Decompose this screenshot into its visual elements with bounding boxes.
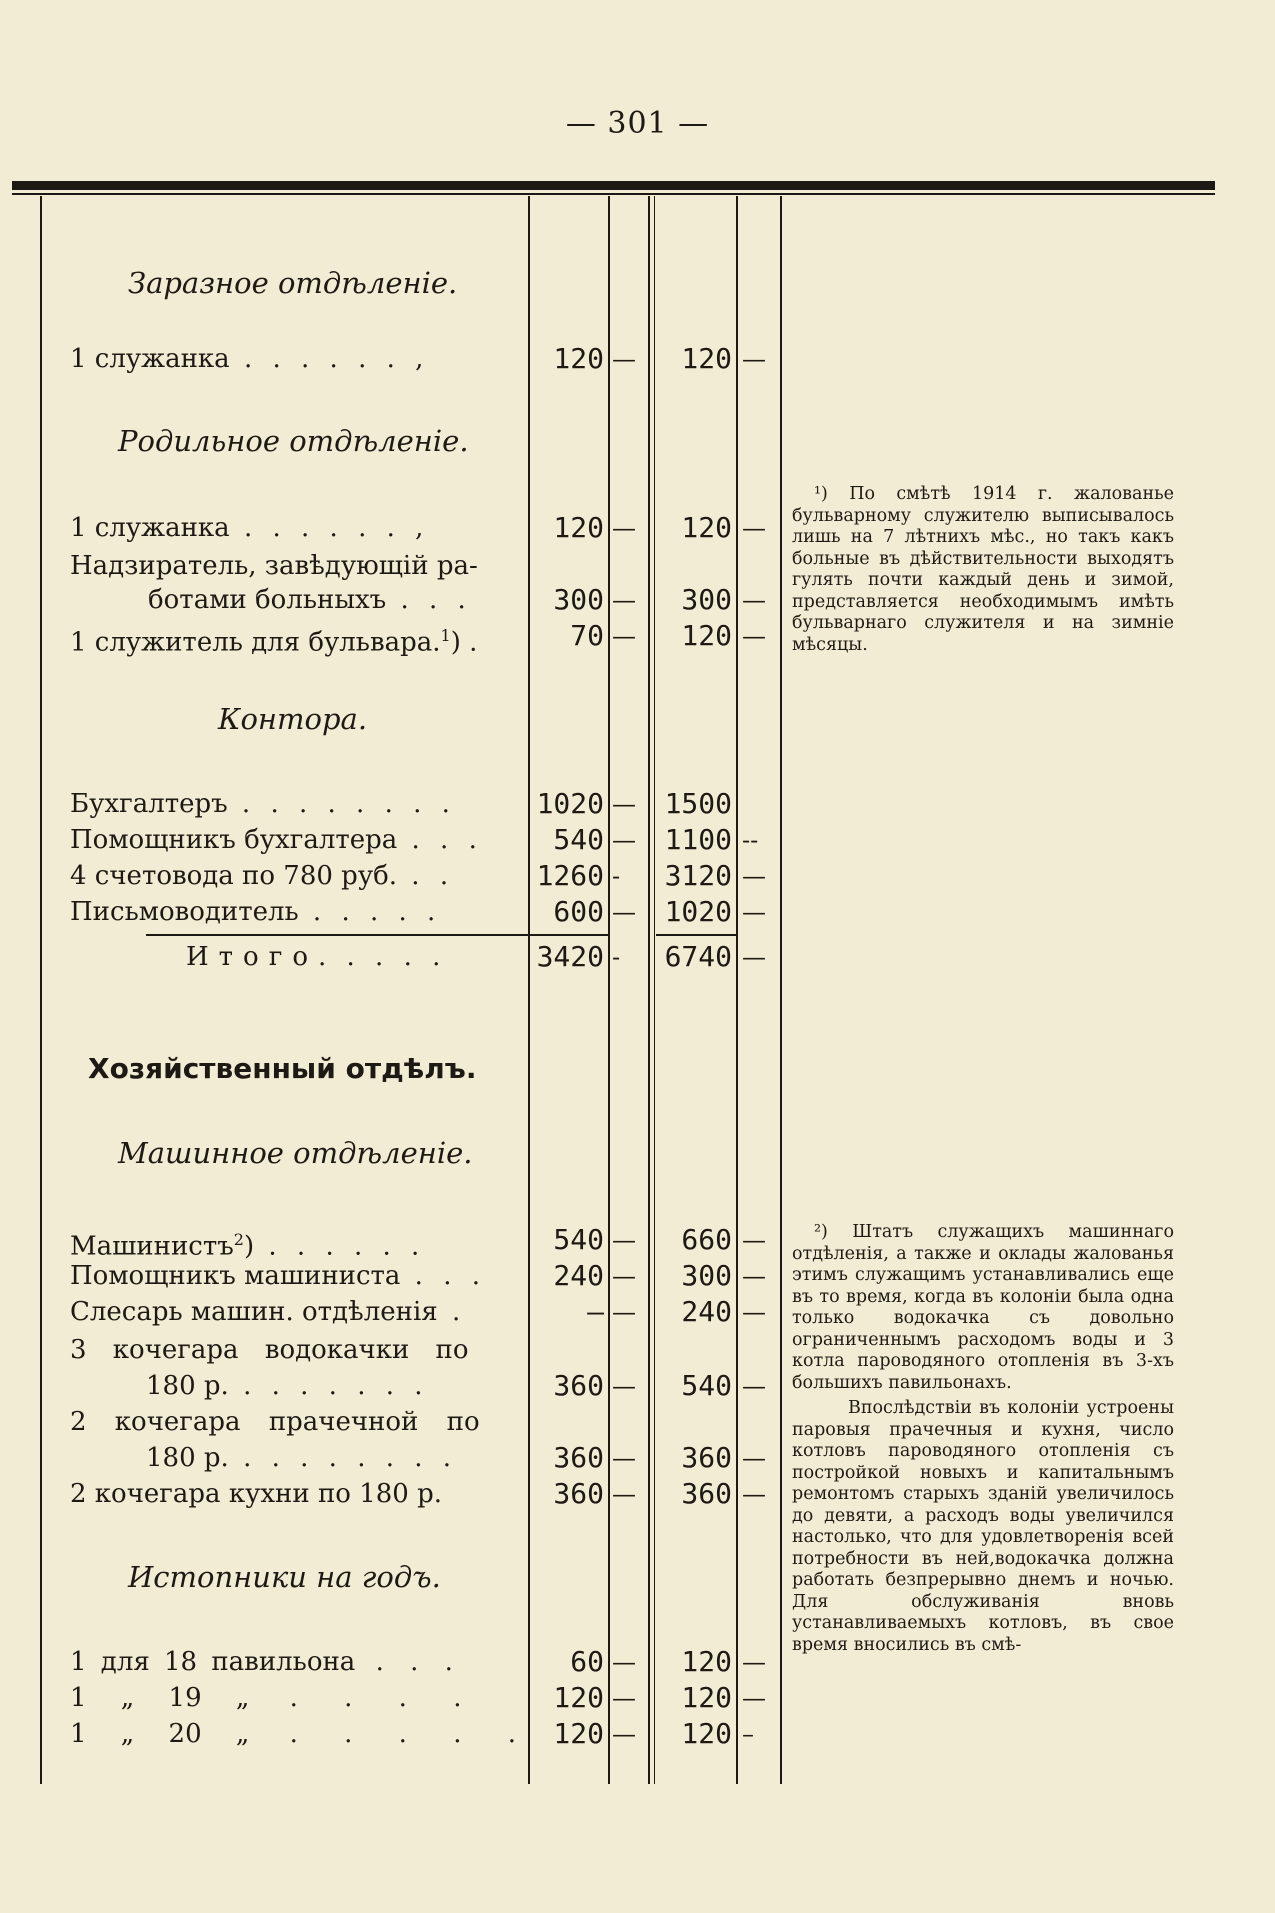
column-rule-1 bbox=[528, 196, 530, 1784]
section-zaraznoe: Заразное отдѣленіе. bbox=[128, 266, 458, 300]
header-thin-rule bbox=[12, 193, 1215, 195]
row-col1: 60 bbox=[570, 1645, 604, 1678]
column-rule-4 bbox=[654, 196, 655, 1784]
row-col1: 240 bbox=[553, 1259, 604, 1292]
row-col2: 120 bbox=[681, 342, 732, 375]
row-col2: 120 bbox=[681, 1681, 732, 1714]
row-col1: 300 bbox=[553, 583, 604, 616]
row-col1: 1020 bbox=[536, 787, 604, 820]
row-col2: 360 bbox=[681, 1477, 732, 1510]
column-rule-2 bbox=[608, 196, 610, 1784]
sum-rule-label bbox=[146, 934, 530, 936]
row-col2: 540 bbox=[681, 1369, 732, 1402]
row-col1: — bbox=[587, 1295, 604, 1328]
row-col1: 120 bbox=[553, 511, 604, 544]
row-col1: 120 bbox=[553, 1681, 604, 1714]
row-col2: 660 bbox=[681, 1223, 732, 1256]
row-label-cont: 180 р. bbox=[146, 1443, 229, 1473]
row-label: Надзиратель, завѣдующій ра- bbox=[70, 551, 478, 581]
header-thick-rule bbox=[12, 181, 1215, 190]
section-kontora: Контора. bbox=[218, 702, 368, 736]
column-rule-3 bbox=[648, 196, 650, 1784]
column-rule-6 bbox=[780, 196, 782, 1784]
section-mashinnoe: Машинное отдѣленіе. bbox=[118, 1136, 473, 1170]
row-label: Слесарь машин. отдѣленія bbox=[70, 1297, 438, 1327]
total-col1: 3420 bbox=[536, 940, 604, 973]
row-label: 1 „ 20 „ bbox=[70, 1719, 250, 1749]
column-rule-5 bbox=[736, 196, 738, 1784]
row-col2: 1500 bbox=[664, 787, 732, 820]
department-title: Хозяйственный отдѣлъ. bbox=[88, 1052, 477, 1085]
row-col1: 360 bbox=[553, 1369, 604, 1402]
footnote-ref: 1 bbox=[440, 626, 451, 645]
row-label: Машинистъ bbox=[70, 1231, 234, 1262]
footnote-1-text: ¹) По смѣтѣ 1914 г. жалованье бульварному служителю выписывалось лишь на 7 лѣтнихъ мѣс., но такъ какъ больные въ дѣйствительности выходятъ гулять почти каждый день и зимой, представляется необходимымъ имѣть бульварнаго служителя и на зимніе мѣсяцы. bbox=[792, 484, 1174, 655]
row-label: 1 „ 19 „ bbox=[70, 1683, 250, 1713]
footnote-1 bbox=[792, 484, 1174, 656]
row-col2: 120 bbox=[681, 1645, 732, 1678]
total-label: Итого bbox=[186, 942, 318, 972]
row-col1: 540 bbox=[553, 1223, 604, 1256]
row-col2: 240 bbox=[681, 1295, 732, 1328]
row-col2: 120 bbox=[681, 619, 732, 652]
row-col2: 300 bbox=[681, 583, 732, 616]
row-label: Письмоводитель bbox=[70, 897, 299, 927]
footnote-2 bbox=[792, 1222, 1174, 1656]
footnote-ref: 2 bbox=[233, 1230, 244, 1249]
row-label: 4 счетовода по 780 руб. bbox=[70, 861, 398, 891]
row-label: Бухгалтеръ bbox=[70, 789, 228, 819]
footnote-2-text-b: Впослѣдствіи въ колоніи устроены паровыя прачечныя и кухня, число котловъ пароводяного отопленія съ постройкой новыхъ и капитальнымъ ремонтомъ старыхъ зданій увеличилось до девяти, а расходъ воды увеличился настолько, что для удовлетворенія всей потребности въ ней,водокачка должна работать безпрерывно днемъ и ночью. Для обслуживанія вновь устанавливаемыхъ котловъ, въ свое время вносились въ смѣ- bbox=[792, 1398, 1174, 1655]
row-col1: 70 bbox=[570, 619, 604, 652]
row-col2: 360 bbox=[681, 1441, 732, 1474]
row-label: 3 кочегара водокачки по bbox=[70, 1335, 469, 1365]
row-col1: 360 bbox=[553, 1441, 604, 1474]
row-label: Помощникъ бухгалтера bbox=[70, 825, 398, 855]
row-col1: 540 bbox=[553, 823, 604, 856]
row-label-cont: ботами больныхъ bbox=[148, 585, 387, 615]
row-col1: 360 bbox=[553, 1477, 604, 1510]
page-number: — 301 — bbox=[565, 106, 710, 141]
sum-rule-col2 bbox=[656, 934, 736, 936]
row-col1: 1260 bbox=[536, 859, 604, 892]
row-col2: 120 bbox=[681, 511, 732, 544]
footnote-2-text-a: ²) Штатъ служащихъ машиннаго отдѣленія, а также и оклады жалованья этимъ служащимъ устанавливались еще въ то время, когда въ колоніи была одна только водокачка съ довольно ограниченнымъ расходомъ воды и 3 котла пароводяного отопленія въ 3-хъ большихъ павильонахъ. bbox=[792, 1222, 1174, 1393]
row-label: 1 служитель для бульвара. bbox=[70, 627, 441, 658]
total-col2: 6740 bbox=[664, 940, 732, 973]
section-rodilnoe: Родильное отдѣленіе. bbox=[118, 424, 469, 458]
row-label: 1 служанка bbox=[70, 344, 230, 374]
row-col2: 1020 bbox=[664, 895, 732, 928]
row-label: 2 кочегара кухни по 180 р. bbox=[70, 1479, 442, 1509]
row-label-cont: 180 р. bbox=[146, 1371, 229, 1401]
row-col1: 120 bbox=[553, 342, 604, 375]
row-label: Помощникъ машиниста bbox=[70, 1261, 401, 1291]
section-istopniki: Истопники на годъ. bbox=[128, 1560, 441, 1594]
row-col1: 120 bbox=[553, 1717, 604, 1750]
column-rule-left bbox=[40, 196, 42, 1784]
row-label: 1 для 18 павильона bbox=[70, 1647, 356, 1677]
row-col2: 3120 bbox=[664, 859, 732, 892]
row-label: 2 кочегара прачечной по bbox=[70, 1407, 480, 1437]
row-col1: 600 bbox=[553, 895, 604, 928]
row-col2: 300 bbox=[681, 1259, 732, 1292]
row-col2: 120 bbox=[681, 1717, 732, 1750]
sum-rule-col1 bbox=[530, 934, 608, 936]
row-col2: 1100 bbox=[664, 823, 732, 856]
row-label: 1 служанка bbox=[70, 513, 230, 543]
